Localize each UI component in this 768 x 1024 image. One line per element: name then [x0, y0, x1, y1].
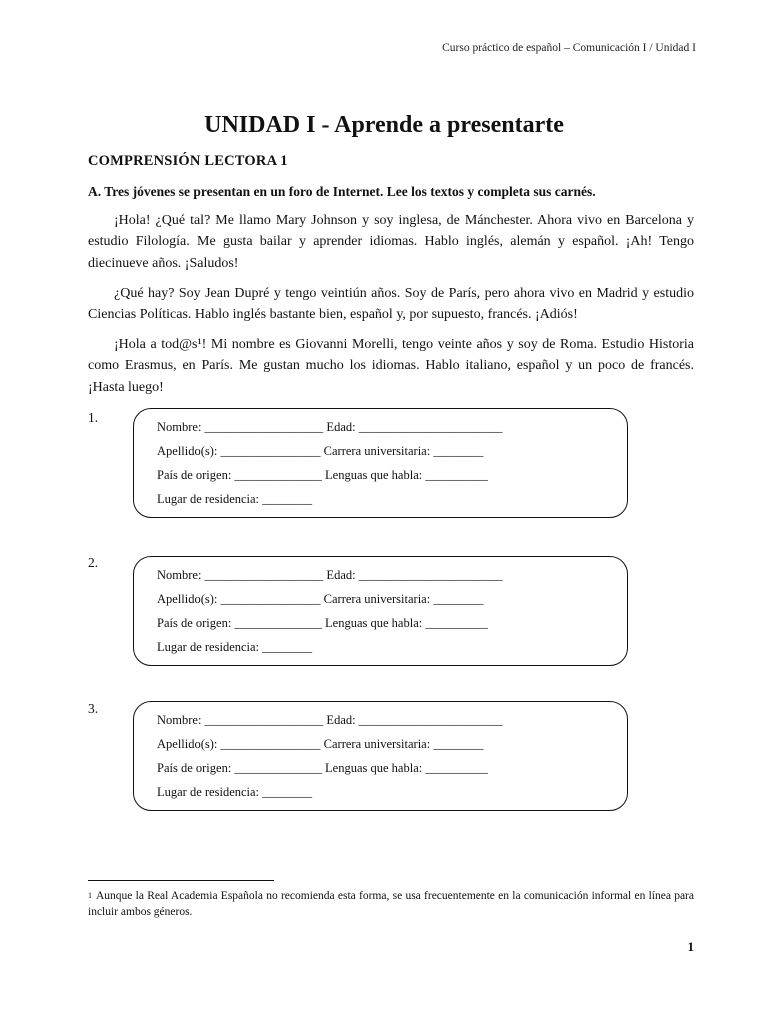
footnote-divider: [88, 880, 274, 881]
card-field-country-languages[interactable]: País de origen: ______________ Lenguas que habla: __________: [157, 761, 488, 775]
card-number-2: 2.: [88, 555, 99, 570]
card-field-surname-degree[interactable]: Apellido(s): ________________ Carrera universitaria: ________: [157, 592, 484, 606]
section-heading: COMPRENSIÓN LECTORA 1: [88, 153, 288, 169]
card-field-residence[interactable]: Lugar de residencia: ________: [157, 640, 313, 654]
reading-paragraph-3: ¡Hola a tod@s¹! Mi nombre es Giovanni Morelli, tengo veinte años y soy de Roma. Estudio Historia como Erasmus, en París. Me gustan mucho los idiomas. Hablo italiano, español y un poco de francés. ¡Hasta luego!: [88, 337, 694, 395]
card-field-residence[interactable]: Lugar de residencia: ________: [157, 492, 313, 506]
page-number: 1: [687, 939, 694, 954]
card-field-name-age[interactable]: Nombre: ___________________ Edad: _______________________: [157, 420, 503, 434]
card-field-name-age[interactable]: Nombre: ___________________ Edad: _______________________: [157, 713, 503, 727]
exercise-instruction: A. Tres jóvenes se presentan en un foro de Internet. Lee los textos y completa sus carnés.: [88, 184, 596, 199]
page-title: UNIDAD I - Aprende a presentarte: [204, 112, 564, 138]
id-card-3: [133, 701, 628, 811]
footnote-marker: 1: [88, 891, 92, 900]
card-field-surname-degree[interactable]: Apellido(s): ________________ Carrera universitaria: ________: [157, 737, 484, 751]
card-field-residence[interactable]: Lugar de residencia: ________: [157, 785, 313, 799]
card-field-country-languages[interactable]: País de origen: ______________ Lenguas que habla: __________: [157, 616, 488, 630]
card-number-3: 3.: [88, 701, 99, 716]
reading-paragraph-2: ¿Qué hay? Soy Jean Dupré y tengo veintiún años. Soy de París, pero ahora vivo en Madrid y estudio Ciencias Políticas. Hablo inglés bastante bien, español y, por supuesto, francés. ¡Adiós!: [88, 286, 694, 323]
footnote: [88, 888, 694, 920]
running-header: Curso práctico de español – Comunicación I / Unidad I: [442, 42, 696, 54]
footnote-text: Aunque la Real Academia Española no recomienda esta forma, se usa frecuentemente en la comunicación informal en línea para incluir ambos géneros.: [88, 890, 694, 918]
id-card-2: [133, 556, 628, 666]
card-field-country-languages[interactable]: País de origen: ______________ Lenguas que habla: __________: [157, 468, 488, 482]
card-number-1: 1.: [88, 410, 99, 425]
card-field-surname-degree[interactable]: Apellido(s): ________________ Carrera universitaria: ________: [157, 444, 484, 458]
reading-paragraph-1: ¡Hola! ¿Qué tal? Me llamo Mary Johnson y soy inglesa, de Mánchester. Ahora vivo en Barcelona y estudio Filología. Me gusta bailar y aprender idiomas. Hablo inglés, alemán y español. ¡Ah! Tengo diecinueve años. ¡Saludos!: [88, 213, 694, 271]
id-card-1: [133, 408, 628, 518]
card-field-name-age[interactable]: Nombre: ___________________ Edad: _______________________: [157, 568, 503, 582]
